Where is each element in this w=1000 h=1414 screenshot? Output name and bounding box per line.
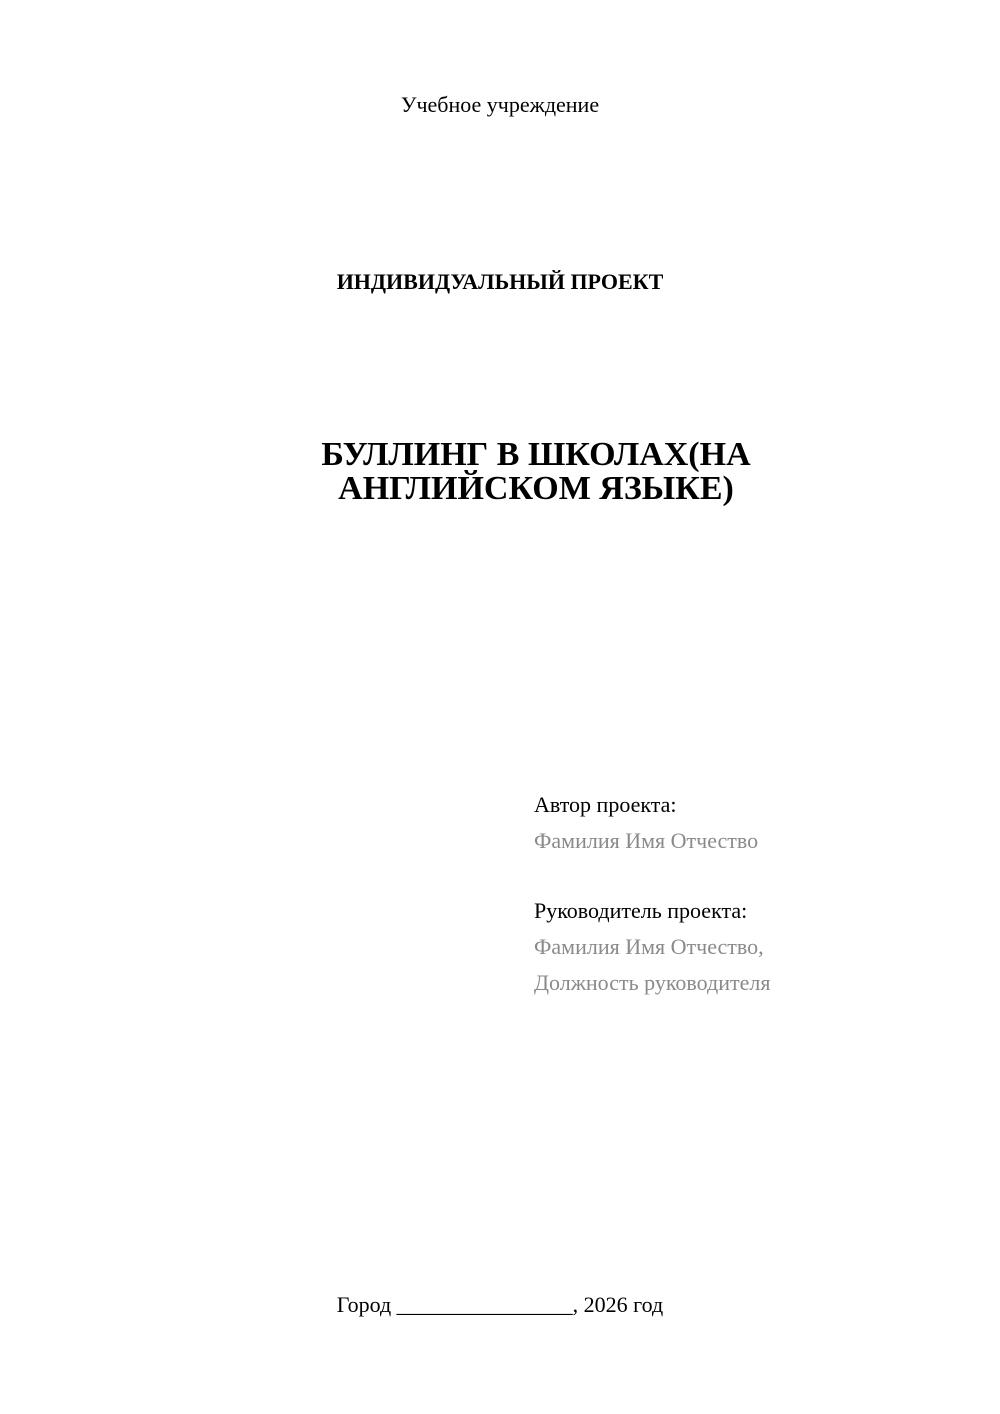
city-year-footer: Город ________________, 2026 год xyxy=(336,1292,664,1317)
institution-name: Учебное учреждение xyxy=(400,92,600,117)
author-name: Фамилия Имя Отчество xyxy=(534,828,759,853)
meta-spacer xyxy=(534,859,974,893)
supervisor-name: Фамилия Имя Отчество, xyxy=(534,934,764,959)
supervisor-label: Руководитель проекта: xyxy=(534,898,748,923)
project-title xyxy=(250,438,822,506)
project-title-line: БУЛЛИНГ В ШКОЛАХ(НА xyxy=(321,436,751,473)
supervisor-position: Должность руководителя xyxy=(534,970,771,995)
author-label: Автор проекта: xyxy=(534,792,677,817)
project-meta xyxy=(534,787,974,1001)
project-title-line: АНГЛИЙСКОМ ЯЗЫКЕ) xyxy=(338,470,734,507)
project-type-heading: ИНДИВИДУАЛЬНЫЙ ПРОЕКТ xyxy=(336,269,664,294)
